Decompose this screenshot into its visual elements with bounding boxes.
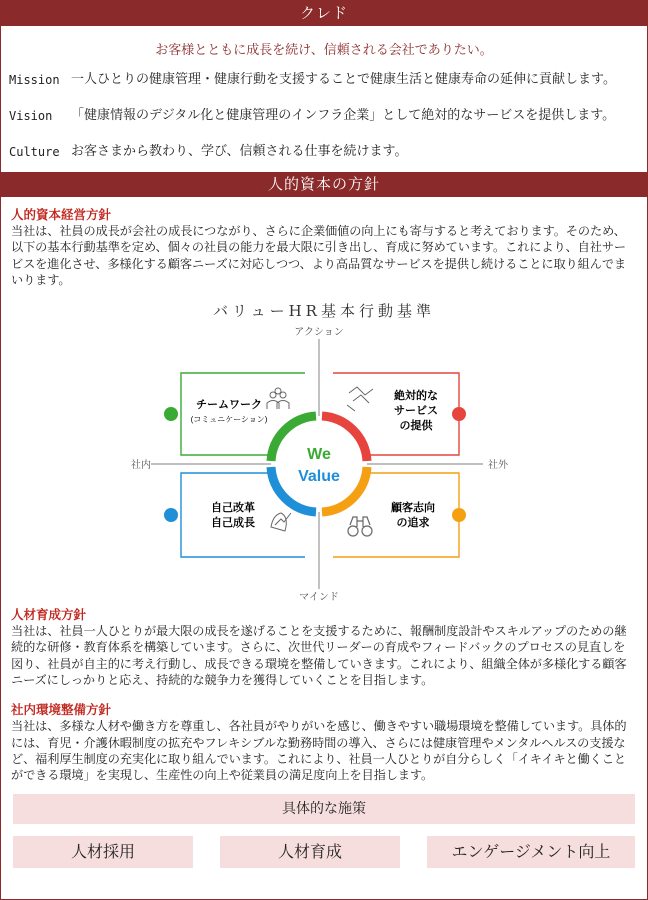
engagement-button[interactable]: エンゲージメント向上 xyxy=(427,836,635,868)
team-icon xyxy=(267,388,289,409)
management-policy-heading: 人的資本経営方針 xyxy=(11,207,112,222)
environment-policy-heading: 社内環境整備方針 xyxy=(11,702,112,718)
center-ring xyxy=(271,416,367,512)
credo-tagline: お客様とともに成長を続け、信頼される会社でありたい。 xyxy=(155,43,493,58)
binoculars-icon xyxy=(348,517,372,536)
environment-policy-section xyxy=(1,702,647,783)
value-diagram xyxy=(1,321,647,601)
credo-vision-row xyxy=(1,106,647,126)
self-growth-label-1: 自己改革 xyxy=(211,502,255,515)
teamwork-label: チームワーク xyxy=(196,399,262,412)
culture-label: Culture xyxy=(9,145,60,159)
management-policy-section xyxy=(1,207,647,288)
axis-bottom-label: マインド xyxy=(299,592,339,602)
mission-label: Mission xyxy=(9,73,60,87)
teamwork-dot xyxy=(164,407,178,421)
diagram-title: バリューHR基本行動基準 xyxy=(213,302,435,321)
management-policy-body: 当社は、社員の成長が会社の成長につながり、さらに企業価値の向上にも寄与すると考えております。そのため、以下の基本行動基準を定め、個々の社員の能力を最大限に引き出し、育成に努めています。これにより、自社サービスを進化させ、多様化する顧客ニーズに対応しつつ、より高品質なサービスを提供し続けることに取り組んでまいります。 xyxy=(11,224,626,287)
self-growth-dot xyxy=(164,508,178,522)
customer-label-1: 顧客志向 xyxy=(391,502,435,515)
teamwork-sublabel: (コミュニケーション) xyxy=(190,415,268,425)
measures-buttons xyxy=(13,836,635,868)
recruitment-button[interactable]: 人材採用 xyxy=(13,836,193,868)
self-growth-label-2: 自己成長 xyxy=(211,517,255,530)
culture-text: お客さまから教わり、学び、信頼される仕事を続けます。 xyxy=(71,144,408,159)
center-value: Value xyxy=(298,468,340,486)
center-we: We xyxy=(307,446,331,464)
development-policy-section xyxy=(1,607,647,688)
growth-icon xyxy=(271,513,291,531)
customer-label-2: の追求 xyxy=(396,517,430,530)
service-dot xyxy=(452,407,466,421)
environment-policy-body: 当社は、多様な人材や働き方を尊重し、各社員がやりがいを感じ、働きやすい職場環境を整備しています。具体的には、育児・介護休暇制度の拡充やフレキシブルな勤務時間の導入、さらには健康管理やメンタルヘルスの支援など、福利厚生制度の充実化に取り組んでいます。これにより、社員一人ひとりが自分らしく「イキイキと働くことができる環境」を実現し、生産性の向上や従業員の満足度向上を目指します。 xyxy=(11,719,627,783)
vision-label: Vision xyxy=(9,109,53,123)
credo-mission-row xyxy=(1,70,647,90)
axis-left-label: 社内 xyxy=(131,460,151,472)
service-label-2: サービス xyxy=(394,405,438,418)
vision-text: 「健康情報のデジタル化と健康管理のインフラ企業」として絶対的なサービスを提供します。 xyxy=(71,108,616,123)
service-label-3: の提供 xyxy=(399,420,433,433)
credo-title: クレド xyxy=(1,1,647,26)
policy-title: 人的資本の方針 xyxy=(1,172,647,197)
development-policy-heading: 人材育成方針 xyxy=(11,607,87,623)
customer-dot xyxy=(452,508,466,522)
development-policy-body: 当社は、社員一人ひとりが最大限の成長を遂げることを支援するために、報酬制度設計やスキルアップのための継続的な研修・教育体系を構築しています。さらに、次世代リーダーの育成やフィードバックのプロセスの見直しを図り、社員が自主的に考え行動し、成長できる環境を整備していきます。これにより、組織全体が多様化する顧客ニーズにしっかりと応え、持続的な競争力を獲得していくことを目指します。 xyxy=(11,624,627,688)
development-button[interactable]: 人材育成 xyxy=(220,836,400,868)
handshake-icon xyxy=(347,387,373,411)
mission-text: 一人ひとりの健康管理・健康行動を支援することで健康生活と健康寿命の延伸に貢献します。 xyxy=(71,72,616,87)
measures-title: 具体的な施策 xyxy=(13,794,635,824)
service-label-1: 絶対的な xyxy=(394,390,438,403)
axis-top-label: アクション xyxy=(294,327,344,339)
axis-right-label: 社外 xyxy=(488,460,508,472)
credo-culture-row xyxy=(1,142,647,162)
